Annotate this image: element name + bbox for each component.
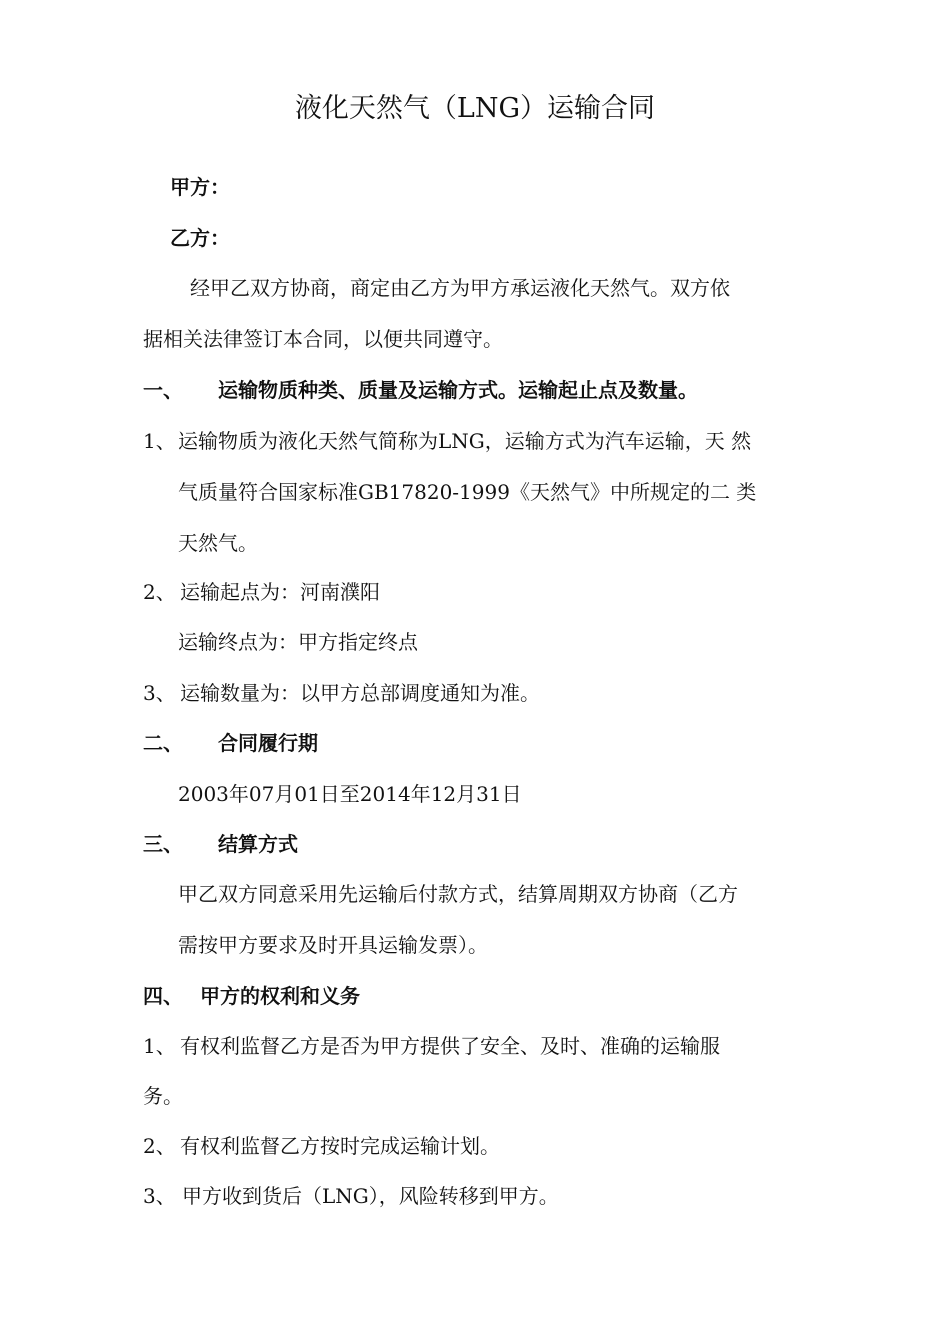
section-1-item-3-number: 3、 [143, 681, 176, 705]
section-4-item-1-line-1: 有权利监督乙方是否为甲方提供了安全、及时、准确的运输服 [180, 1034, 720, 1058]
party-a-label: 甲方： [170, 175, 230, 199]
section-1-heading: 运输物质种类、质量及运输方式。运输起止点及数量。 [218, 378, 698, 402]
section-4-item-1-line-2: 务。 [143, 1084, 183, 1108]
document-title: 液化天然气（LNG）运输合同 [294, 93, 656, 124]
section-1-number: 一、 [143, 378, 183, 402]
section-1-item-3-line-1: 运输数量为：以甲方总部调度通知为准。 [180, 681, 540, 705]
section-4-heading: 甲方的权利和义务 [200, 984, 360, 1008]
section-4-item-3-number: 3、 [143, 1184, 176, 1208]
section-4-item-2-number: 2、 [143, 1134, 176, 1158]
section-1-item-2-number: 2、 [143, 580, 176, 604]
section-1-item-1-line-1: 运输物质为液化天然气简称为LNG，运输方式为汽车运输，天 然 [178, 429, 752, 453]
section-3-number: 三、 [143, 832, 183, 856]
party-b-label: 乙方： [170, 226, 230, 250]
section-2-heading: 合同履行期 [218, 731, 318, 755]
section-2-number: 二、 [143, 731, 183, 755]
section-1-item-1-line-3: 天然气。 [178, 531, 258, 555]
section-4-item-2-line-1: 有权利监督乙方按时完成运输计划。 [180, 1134, 500, 1158]
section-4-item-3-line-1: 甲方收到货后（LNG），风险转移到甲方。 [182, 1184, 559, 1208]
section-3-heading: 结算方式 [218, 832, 298, 856]
section-3-line-2: 需按甲方要求及时开具运输发票）。 [178, 933, 488, 957]
section-1-item-1-line-2: 气质量符合国家标准GB17820-1999《天然气》中所规定的二 类 [178, 480, 757, 504]
intro-line-1: 经甲乙双方协商，商定由乙方为甲方承运液化天然气。双方依 [190, 276, 730, 300]
section-4-number: 四、 [143, 984, 183, 1008]
section-3-line-1: 甲乙双方同意采用先运输后付款方式，结算周期双方协商（乙方 [178, 882, 738, 906]
section-1-item-2-line-2: 运输终点为：甲方指定终点 [178, 630, 418, 654]
contract-period: 2003年07月01日至2014年12月31日 [178, 782, 522, 806]
section-4-item-1-number: 1、 [143, 1034, 176, 1058]
section-1-item-1-number: 1、 [143, 429, 176, 453]
section-1-item-2-line-1: 运输起点为：河南濮阳 [180, 580, 380, 604]
intro-line-2: 据相关法律签订本合同，以便共同遵守。 [143, 327, 503, 351]
